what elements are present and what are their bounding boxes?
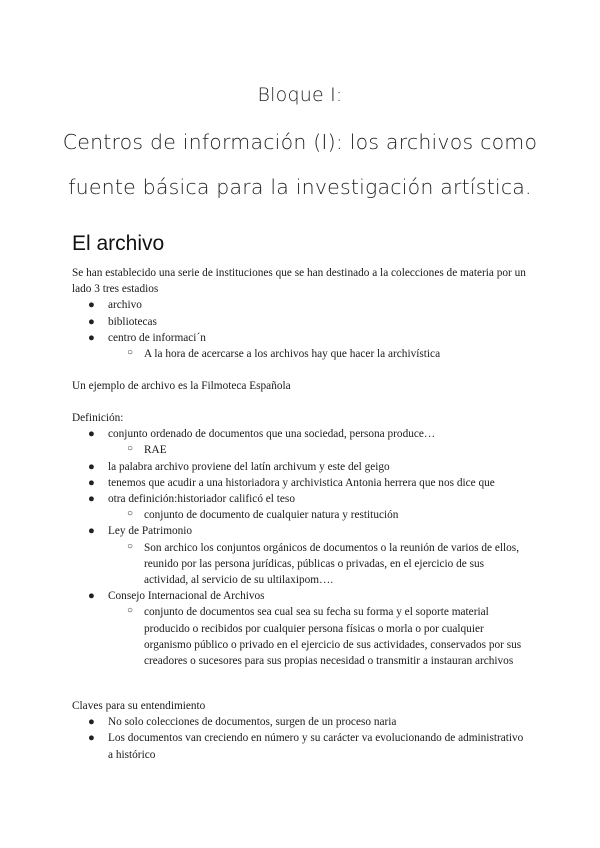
list-item bbox=[72, 730, 530, 762]
sub-list-item-text: A la hora de acercarse a los archivos hay que hacer la archivística bbox=[144, 348, 441, 361]
sub-list-item bbox=[72, 604, 530, 669]
example-paragraph: Un ejemplo de archivo es la Filmoteca Española bbox=[72, 380, 291, 392]
example-block bbox=[72, 378, 530, 394]
intro-block bbox=[72, 265, 530, 362]
hollow-bullet-icon: ○ bbox=[127, 443, 134, 455]
bullet-icon: ● bbox=[88, 299, 95, 312]
list-item bbox=[72, 459, 530, 475]
bullet-icon: ● bbox=[88, 590, 95, 603]
hollow-bullet-icon: ○ bbox=[127, 508, 134, 520]
sub-list-item bbox=[72, 540, 530, 589]
sub-list-item-text: conjunto de documentos sea cual sea su fecha su forma y el soporte material producido o recibidos por cualquier persona físicas o morla o por cualquier organismo público o privado en el ejercicio de sus actividades, conservados por sus creadores o sucesores para sus propias necesidad o transmitir a instauran archivos bbox=[144, 606, 522, 668]
list-item-text: la palabra archivo proviene del latín archivum y este del geigo bbox=[108, 460, 390, 473]
list-item-text: Ley de Patrimonio bbox=[108, 525, 193, 538]
list-item-text: centro de informaci´n bbox=[108, 331, 206, 344]
list-item-text: Los documentos van creciendo en número y su carácter va evolucionando de administrativo a histórico bbox=[108, 732, 524, 761]
sub-list-item bbox=[72, 507, 530, 523]
list-item bbox=[72, 523, 530, 539]
block-title: Bloque I: bbox=[257, 84, 343, 106]
bullet-icon: ● bbox=[88, 716, 95, 729]
list-item bbox=[72, 314, 530, 330]
list-item-text: No solo colecciones de documentos, surgen de un proceso naria bbox=[108, 716, 397, 729]
sub-list-item bbox=[72, 346, 530, 362]
keys-block bbox=[72, 698, 530, 763]
bullet-icon: ● bbox=[88, 315, 95, 328]
list-item-text: otra definición:historiador calificó el teso bbox=[108, 493, 295, 506]
bullet-icon: ● bbox=[88, 476, 95, 489]
main-title-line-2: fuente básica para la investigación artística. bbox=[68, 175, 532, 199]
main-title-line-1: Centros de información (I): los archivos como bbox=[62, 130, 538, 154]
intro-paragraph: Se han establecido una serie de instituciones que se han destinado a la colecciones de materia por un lado 3 tres estadios bbox=[72, 267, 526, 296]
list-item bbox=[72, 330, 530, 346]
bullet-icon: ● bbox=[88, 493, 95, 506]
hollow-bullet-icon: ○ bbox=[127, 605, 134, 617]
keys-list bbox=[72, 714, 530, 763]
sub-list-item-text: RAE bbox=[144, 444, 167, 457]
bullet-icon: ● bbox=[88, 460, 95, 473]
list-item-text: archivo bbox=[108, 299, 142, 312]
list-item bbox=[72, 714, 530, 730]
list-item-text: tenemos que acudir a una historiadora y archivistica Antonia herrera que nos dice que bbox=[108, 476, 495, 489]
bullet-icon: ● bbox=[88, 732, 95, 745]
sub-list-item bbox=[72, 442, 530, 458]
intro-list bbox=[72, 297, 530, 362]
list-item bbox=[72, 297, 530, 313]
list-item-text: bibliotecas bbox=[108, 315, 157, 328]
bullet-icon: ● bbox=[88, 428, 95, 441]
bullet-icon: ● bbox=[88, 331, 95, 344]
bullet-icon: ● bbox=[88, 525, 95, 538]
list-item bbox=[72, 426, 530, 442]
hollow-bullet-icon: ○ bbox=[127, 347, 134, 359]
list-item-text: conjunto ordenado de documentos que una sociedad, persona produce… bbox=[108, 428, 436, 441]
definition-block bbox=[72, 410, 530, 669]
definition-label: Definición: bbox=[72, 412, 124, 424]
hollow-bullet-icon: ○ bbox=[127, 540, 134, 552]
keys-label: Claves para su entendimiento bbox=[72, 700, 206, 712]
list-item bbox=[72, 491, 530, 507]
list-item bbox=[72, 588, 530, 604]
sub-list-item-text: conjunto de documento de cualquier natura y restitución bbox=[144, 509, 399, 522]
list-item-text: Consejo Internacional de Archivos bbox=[108, 590, 265, 603]
sub-list-item-text: Son archico los conjuntos orgánicos de documentos o la reunión de varios de ellos, reunido por las persona jurídicas, públicas o privadas, en el ejercicio de sus actividad, al servicio de su ultilaxipom…. bbox=[144, 541, 520, 587]
definition-list bbox=[72, 426, 530, 669]
section-heading: El archivo bbox=[72, 232, 165, 255]
list-item bbox=[72, 475, 530, 491]
